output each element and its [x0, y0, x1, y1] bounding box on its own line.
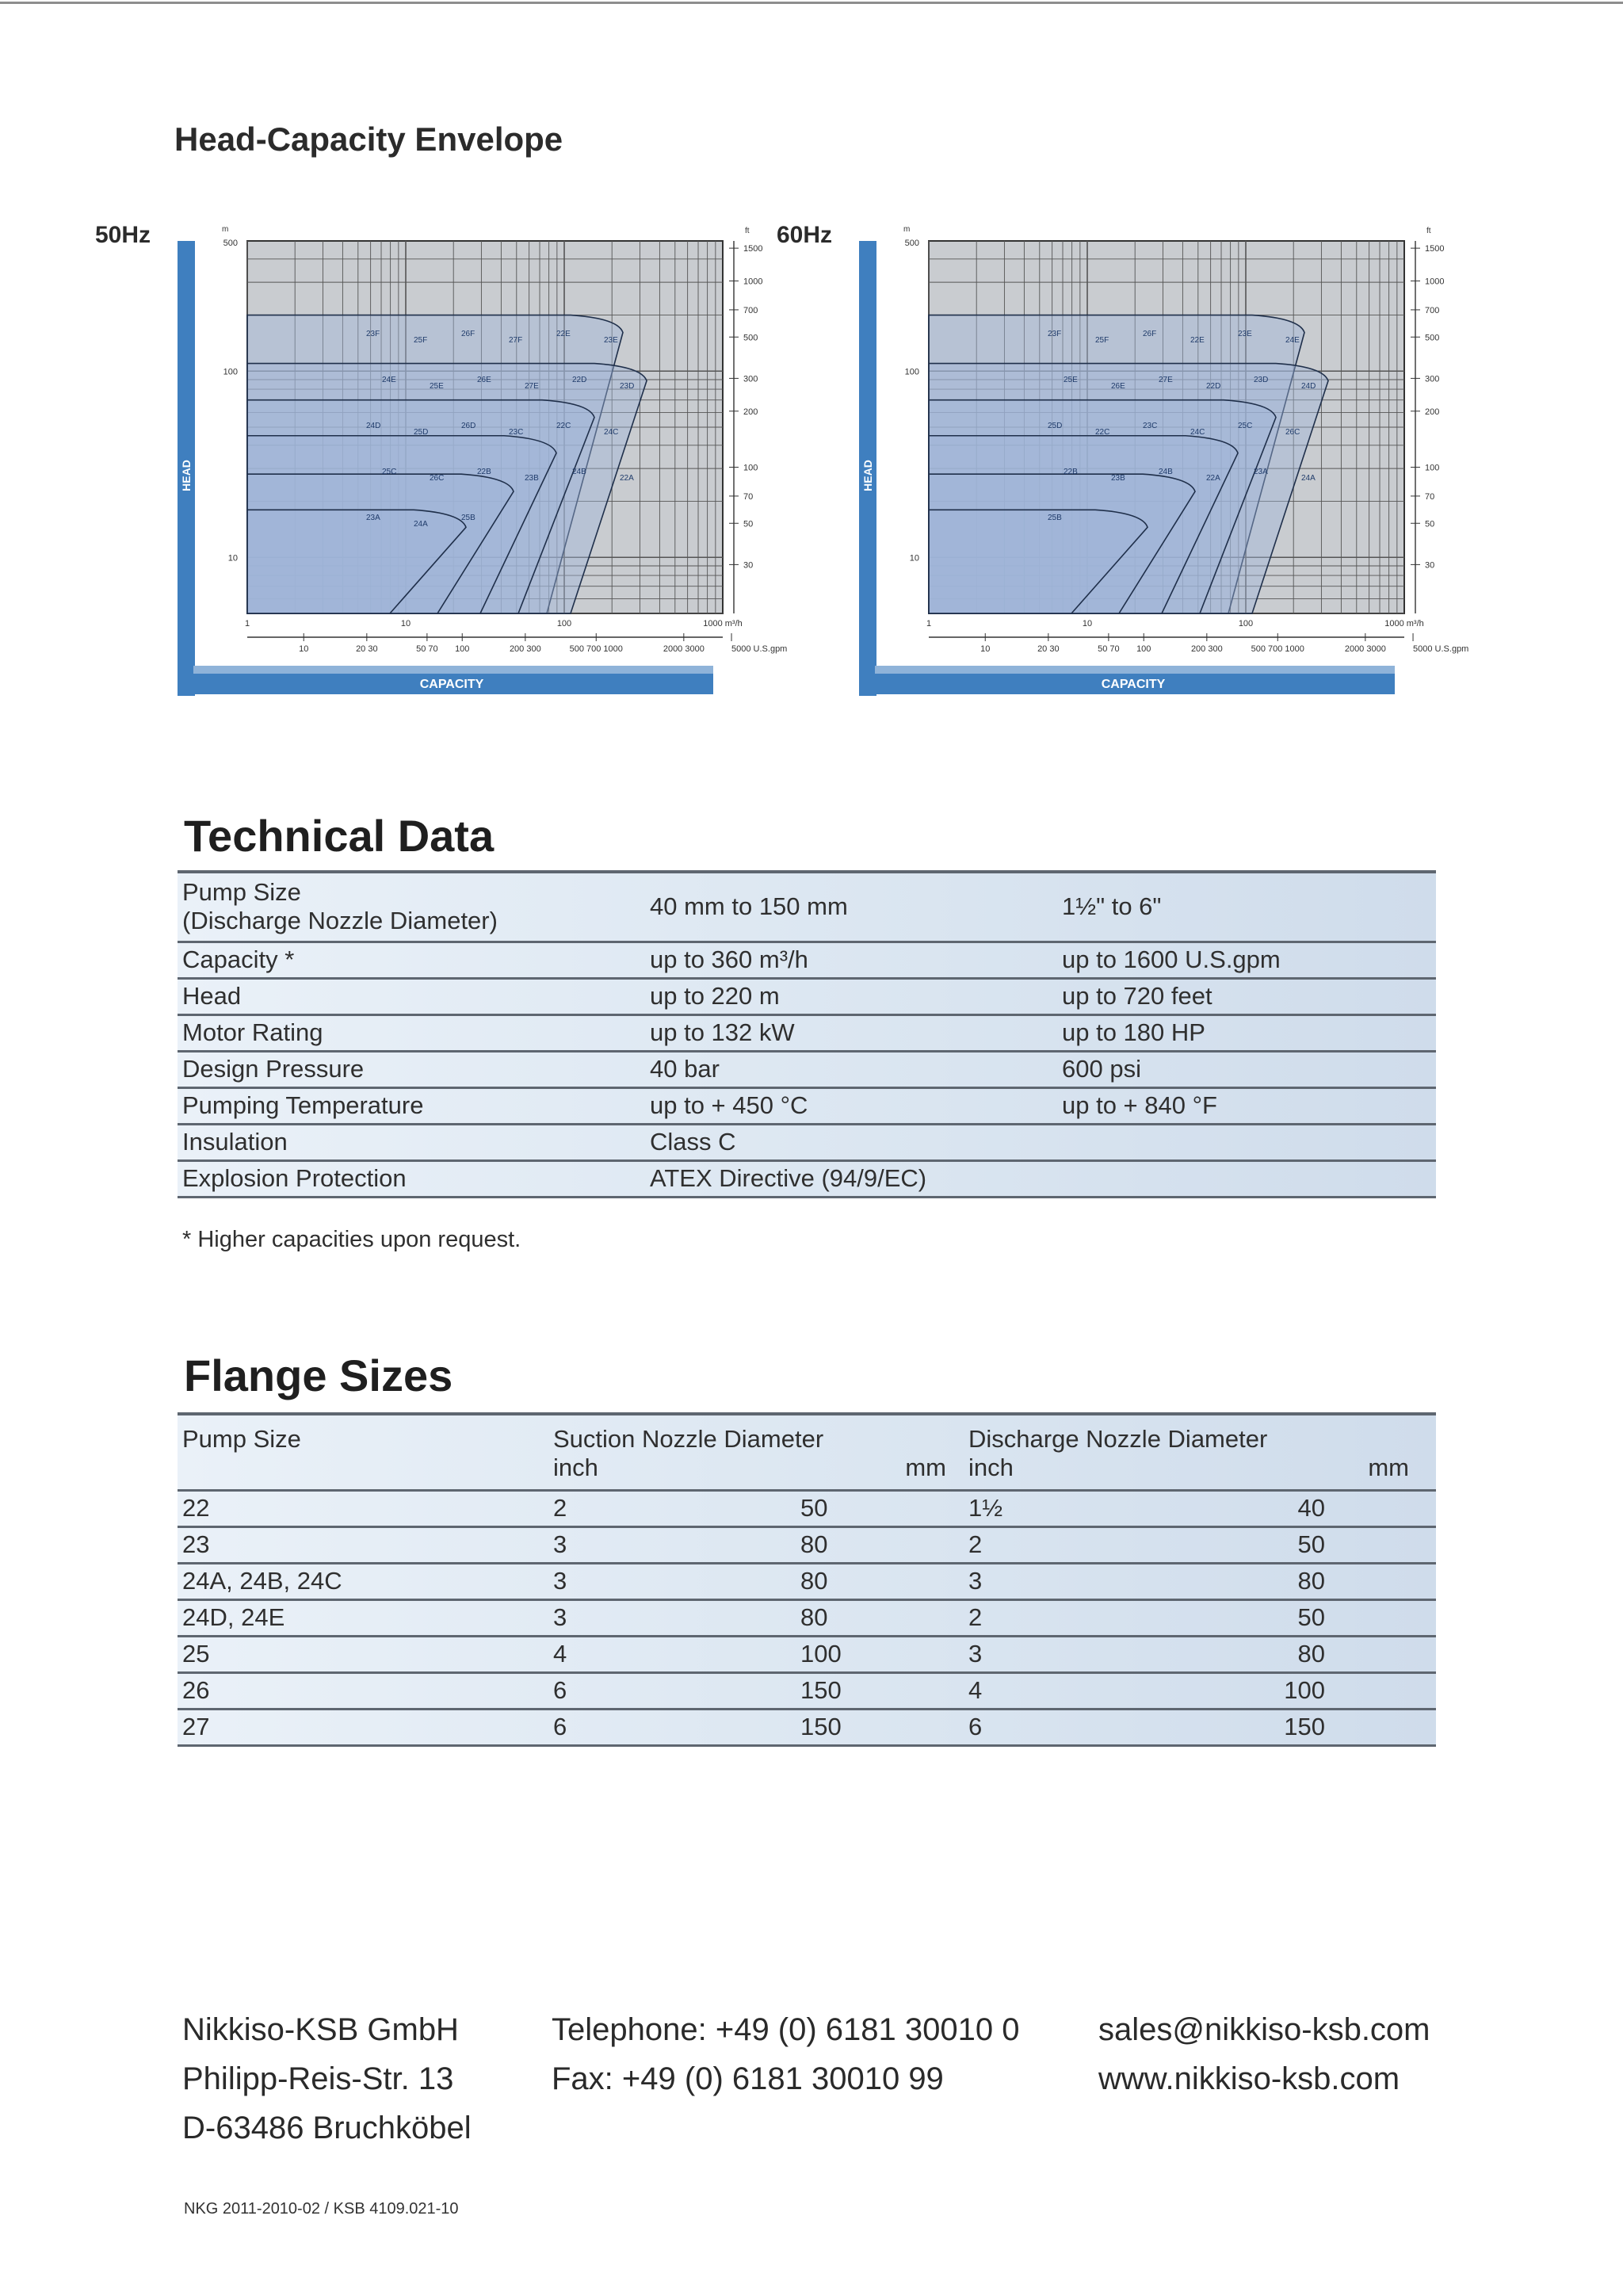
right-tick: 1000 — [743, 277, 763, 287]
bottom-tick-gpm: 100 — [455, 644, 470, 654]
technical-data-table — [178, 870, 1436, 1198]
cell-d_mm: 50 — [1297, 1603, 1325, 1631]
table-row — [178, 942, 1436, 978]
curve-label: 22E — [556, 330, 571, 338]
right-tick: 100 — [743, 463, 758, 473]
curve-label: 24B — [572, 468, 586, 476]
bottom-tick-gpm: 20 30 — [1037, 644, 1060, 654]
cell-imperial: up to 720 feet — [1062, 982, 1212, 1010]
cell-size: 24D, 24E — [182, 1603, 285, 1631]
telephone: Telephone: +49 (0) 6181 30010 0 — [552, 2012, 1020, 2047]
bottom-tick-m3h: 10 — [400, 619, 411, 628]
cell-d_inch: 3 — [968, 1567, 983, 1595]
curve-label: 22B — [477, 468, 491, 476]
left-tick: 500 — [904, 239, 919, 248]
bottom-tick-gpm: 50 70 — [416, 644, 438, 654]
cell-s_inch: 6 — [553, 1676, 567, 1704]
cell-size: 24A, 24B, 24C — [182, 1567, 342, 1595]
bottom-tick-m3h: 1 — [926, 619, 932, 628]
curve-label: 23F — [1048, 330, 1062, 338]
curve-label: 25E — [1064, 376, 1078, 384]
right-tick: 50 — [1425, 519, 1435, 529]
curve-label: 25B — [1048, 514, 1062, 522]
right-tick: 70 — [1425, 491, 1435, 502]
curve-label: 25F — [414, 336, 428, 345]
cell-d_mm: 50 — [1297, 1530, 1325, 1558]
cell-size: 25 — [182, 1640, 210, 1668]
table-row — [178, 1636, 1436, 1672]
cell-imperial — [1057, 1160, 1436, 1197]
curve-label: 26F — [461, 330, 475, 338]
table-row — [178, 1526, 1436, 1563]
right-tick: 500 — [743, 333, 758, 343]
cell-label: Explosion Protection — [182, 1164, 407, 1192]
curve-label: 22C — [1095, 428, 1110, 437]
right-tick: 30 — [743, 560, 754, 571]
curve-label: 22D — [1206, 382, 1221, 391]
curve-label: 24A — [414, 520, 428, 529]
cell-metric: 40 mm to 150 mm — [650, 892, 848, 921]
envelope-title: Head-Capacity Envelope — [174, 120, 563, 158]
cell-d_mm: 80 — [1297, 1567, 1325, 1595]
bottom-tick-gpm: 2000 3000 — [1344, 644, 1386, 654]
hz-label: 60Hz — [777, 222, 833, 248]
curve-label: 26E — [1111, 382, 1125, 391]
right-tick: 700 — [1425, 305, 1440, 315]
right-tick: 200 — [743, 407, 758, 417]
right-tick: 30 — [1425, 560, 1435, 571]
cell-label: Pumping Temperature — [182, 1091, 424, 1119]
table-row — [178, 872, 1436, 942]
bottom-tick-m3h: 100 — [1238, 619, 1254, 628]
cell-d_mm: 150 — [1284, 1713, 1325, 1740]
cell-metric: up to 132 kW — [650, 1018, 795, 1046]
cell-s_inch: 3 — [553, 1603, 567, 1631]
capacity-axis-label: CAPACITY — [1101, 678, 1166, 691]
cell-d_inch: 3 — [968, 1640, 983, 1668]
curve-label: 23A — [1254, 468, 1268, 476]
cell-s_mm: 80 — [800, 1530, 828, 1558]
cell-label: Design Pressure — [182, 1055, 365, 1083]
cell-metric: up to + 450 °C — [650, 1091, 808, 1119]
cell-s_mm: 150 — [800, 1676, 842, 1704]
bottom-tick-gpm: 50 70 — [1098, 644, 1120, 654]
left-unit: m — [222, 225, 229, 234]
curve-label: 23F — [366, 330, 380, 338]
table-row — [178, 1563, 1436, 1599]
curve-label: 23A — [366, 514, 380, 522]
header-discharge-mm: mm — [1368, 1454, 1409, 1481]
cell-size: 23 — [182, 1530, 210, 1558]
curve-label: 22A — [1206, 474, 1220, 483]
right-tick: 300 — [1425, 374, 1440, 384]
curve-label: 24A — [1301, 474, 1316, 483]
left-tick: 100 — [904, 367, 919, 377]
cell-s_mm: 150 — [800, 1713, 842, 1740]
cell-s_mm: 80 — [800, 1603, 828, 1631]
cell-metric: ATEX Directive (94/9/EC) — [650, 1164, 927, 1192]
bottom-tick-m3h: 1000 m³/h — [1384, 619, 1424, 628]
curve-label: 23B — [1111, 474, 1125, 483]
curve-label: 22B — [1064, 468, 1078, 476]
curve-label: 24B — [1159, 468, 1173, 476]
cell-metric: Class C — [650, 1128, 736, 1156]
curve-label: 26D — [461, 422, 476, 430]
cell-size: 27 — [182, 1713, 210, 1740]
cell-s_mm: 80 — [800, 1567, 828, 1595]
right-unit: ft — [745, 227, 750, 235]
technical-footnote: * Higher capacities upon request. — [182, 1227, 521, 1252]
cell-metric: 40 bar — [650, 1055, 720, 1083]
cell-s_inch: 2 — [553, 1494, 567, 1522]
table-row — [178, 978, 1436, 1014]
cell-size: 22 — [182, 1494, 210, 1522]
curve-label: 27F — [509, 336, 523, 345]
right-tick: 200 — [1425, 407, 1440, 417]
curve-label: 26C — [1285, 428, 1300, 437]
cell-d_inch: 1½ — [968, 1494, 1003, 1522]
right-tick: 1500 — [743, 244, 763, 254]
curve-label: 23E — [604, 336, 618, 345]
bottom-tick-gpm: 5000 U.S.gpm — [1413, 644, 1469, 654]
cell-s_mm: 50 — [800, 1494, 828, 1522]
capacity-axis-shadow — [193, 666, 713, 674]
chart-50hz — [95, 222, 792, 697]
cell-imperial — [1057, 1124, 1436, 1160]
left-unit: m — [903, 225, 911, 234]
curve-label: 24D — [366, 422, 381, 430]
email-link[interactable]: sales@nikkiso-ksb.com — [1098, 2012, 1430, 2047]
document-number: NKG 2011-2010-02 / KSB 4109.021-10 — [184, 2200, 459, 2218]
bottom-tick-gpm: 100 — [1136, 644, 1151, 654]
right-unit: ft — [1426, 227, 1431, 235]
head-axis-label: HEAD — [861, 460, 874, 491]
table-row — [178, 1124, 1436, 1160]
curve-label: 24E — [1285, 336, 1300, 345]
cell-s_inch: 6 — [553, 1713, 567, 1740]
right-tick: 300 — [743, 374, 758, 384]
cell-imperial: 600 psi — [1062, 1055, 1141, 1083]
curve-label: 25D — [1048, 422, 1063, 430]
curve-label: 22E — [1190, 336, 1205, 345]
curve-label: 24D — [1301, 382, 1316, 391]
curve-label: 25F — [1095, 336, 1109, 345]
bottom-tick-m3h: 10 — [1082, 619, 1093, 628]
table-row — [178, 1160, 1436, 1197]
bottom-tick-gpm: 500 700 1000 — [569, 644, 623, 654]
cell-d_inch: 2 — [968, 1530, 983, 1558]
right-tick: 70 — [743, 491, 754, 502]
right-tick: 1000 — [1425, 277, 1445, 287]
right-tick: 700 — [743, 305, 758, 315]
curve-label: 22D — [572, 376, 587, 384]
curve-label: 26C — [430, 474, 445, 483]
curve-label: 23E — [1238, 330, 1252, 338]
curve-label: 23C — [509, 428, 524, 437]
table-row — [178, 1599, 1436, 1636]
cell-d_inch: 6 — [968, 1713, 983, 1740]
cell-label: Head — [182, 982, 242, 1010]
curve-label: 27E — [525, 382, 539, 391]
cell-label: Pump Size (Discharge Nozzle Diameter) — [182, 878, 498, 935]
right-tick: 100 — [1425, 463, 1440, 473]
header-discharge — [964, 1414, 1436, 1490]
bottom-tick-m3h: 1000 m³/h — [703, 619, 743, 628]
cell-label: Capacity * — [182, 946, 295, 973]
curve-label: 23B — [525, 474, 539, 483]
city: D-63486 Bruchköbel — [182, 2111, 472, 2145]
header-suction-inch: inch — [553, 1454, 598, 1481]
bottom-tick-gpm: 10 — [299, 644, 309, 654]
web-block — [1098, 2005, 1430, 2103]
cell-d_inch: 4 — [968, 1676, 983, 1704]
hz-label: 50Hz — [95, 222, 151, 248]
cell-imperial: up to 1600 U.S.gpm — [1062, 946, 1281, 973]
table-row — [178, 1672, 1436, 1709]
left-tick: 10 — [909, 553, 919, 563]
curve-label: 22A — [620, 474, 634, 483]
curve-label: 23C — [1143, 422, 1158, 430]
capacity-axis-label: CAPACITY — [419, 678, 484, 691]
cell-d_mm: 40 — [1297, 1494, 1325, 1522]
table-row — [178, 1087, 1436, 1124]
table-row — [178, 1709, 1436, 1745]
header-discharge-inch: inch — [968, 1454, 1014, 1481]
bottom-tick-m3h: 1 — [244, 619, 250, 628]
table-header-row — [178, 1414, 1436, 1490]
left-tick: 100 — [223, 367, 238, 377]
curve-label: 24C — [604, 428, 619, 437]
website-link[interactable]: www.nikkiso-ksb.com — [1098, 2061, 1400, 2096]
bottom-tick-gpm: 20 30 — [356, 644, 378, 654]
chart-svg — [95, 222, 792, 697]
bottom-tick-m3h: 100 — [556, 619, 572, 628]
cell-imperial: up to 180 HP — [1062, 1018, 1205, 1046]
cell-imperial: up to + 840 °F — [1062, 1091, 1217, 1119]
curve-label: 25E — [430, 382, 444, 391]
cell-label: Motor Rating — [182, 1018, 323, 1046]
curve-label: 23D — [1254, 376, 1269, 384]
curve-label: 25D — [414, 428, 429, 437]
header-suction-label: Suction Nozzle Diameter — [553, 1425, 824, 1453]
curve-label: 23D — [620, 382, 635, 391]
street: Philipp-Reis-Str. 13 — [182, 2061, 454, 2096]
bottom-tick-gpm: 200 300 — [509, 644, 541, 654]
bottom-tick-gpm: 2000 3000 — [663, 644, 705, 654]
technical-data-title: Technical Data — [184, 811, 495, 861]
table-row — [178, 1014, 1436, 1051]
cell-d_mm: 80 — [1297, 1640, 1325, 1668]
curve-label: 24C — [1190, 428, 1205, 437]
header-suction-mm: mm — [905, 1454, 946, 1481]
flange-sizes-table — [178, 1412, 1436, 1747]
fax: Fax: +49 (0) 6181 30010 99 — [552, 2061, 944, 2096]
cell-metric: up to 360 m³/h — [650, 946, 808, 973]
head-axis-label: HEAD — [180, 460, 193, 491]
flange-sizes-title: Flange Sizes — [184, 1350, 453, 1400]
right-tick: 50 — [743, 519, 754, 529]
curve-label: 27E — [1159, 376, 1173, 384]
bottom-tick-gpm: 10 — [980, 644, 991, 654]
cell-s_inch: 3 — [553, 1567, 567, 1595]
table-row — [178, 1051, 1436, 1087]
curve-label: 26F — [1143, 330, 1157, 338]
right-tick: 1500 — [1425, 244, 1445, 254]
chart-svg — [777, 222, 1474, 697]
phone-block — [552, 2005, 1020, 2103]
curve-label: 24E — [382, 376, 396, 384]
right-tick: 500 — [1425, 333, 1440, 343]
top-rule — [0, 2, 1623, 4]
cell-label: Insulation — [182, 1128, 288, 1156]
cell-size: 26 — [182, 1676, 210, 1704]
cell-s_mm: 100 — [800, 1640, 842, 1668]
header-pump-size: Pump Size — [182, 1425, 301, 1453]
table-row — [178, 1490, 1436, 1526]
left-tick: 500 — [223, 239, 238, 248]
curve-label: 25C — [1238, 422, 1253, 430]
bottom-tick-gpm: 5000 U.S.gpm — [731, 644, 788, 654]
left-tick: 10 — [227, 553, 238, 563]
company-name: Nikkiso-KSB GmbH — [182, 2012, 459, 2047]
cell-s_inch: 4 — [553, 1640, 567, 1668]
chart-60hz — [777, 222, 1474, 697]
header-suction — [548, 1414, 964, 1490]
capacity-axis-shadow — [875, 666, 1395, 674]
address-block — [182, 2005, 472, 2153]
curve-label: 26E — [477, 376, 491, 384]
curve-label: 25B — [461, 514, 475, 522]
bottom-tick-gpm: 500 700 1000 — [1251, 644, 1304, 654]
curve-label: 22C — [556, 422, 571, 430]
cell-d_mm: 100 — [1284, 1676, 1325, 1704]
curve-label: 25C — [382, 468, 397, 476]
cell-metric: up to 220 m — [650, 982, 780, 1010]
header-discharge-label: Discharge Nozzle Diameter — [968, 1425, 1268, 1453]
cell-s_inch: 3 — [553, 1530, 567, 1558]
cell-imperial: 1½" to 6" — [1062, 892, 1162, 921]
bottom-tick-gpm: 200 300 — [1190, 644, 1223, 654]
cell-d_inch: 2 — [968, 1603, 983, 1631]
